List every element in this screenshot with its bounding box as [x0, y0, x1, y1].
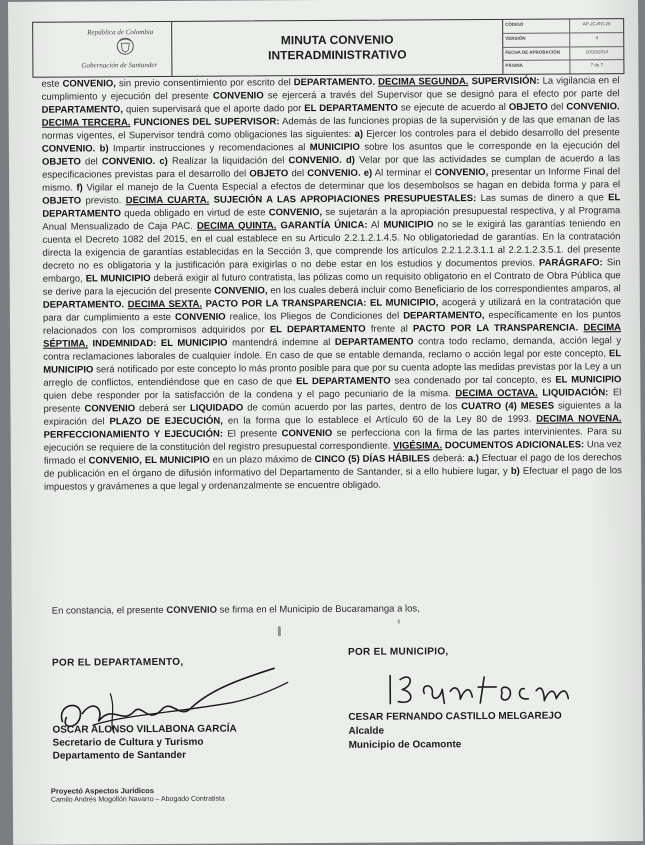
bold-text-run: MUNICIPIO: [310, 142, 360, 153]
bold-text-run: CONVENIO.: [307, 168, 360, 179]
prepared-by-note: [51, 786, 225, 805]
text-run: se sujetarán a la apropiación presupuestal respectiva, y al Programa Anual Mensualizado de Caja PAC.: [42, 205, 620, 233]
bold-text-run: EL DEPARTAMENTO: [270, 324, 366, 336]
prepared-by-name: Camilo Andrés Mogollón Navarro – Abogado Contratista: [51, 795, 225, 805]
bold-text-run: EL MUNICIPIO: [86, 273, 151, 284]
text-run: Efectuar el pago de los impuestos y gravámenes a que legal y ordenanzalmente se encuentre obligado.: [44, 465, 622, 493]
doc-title-line1: MINUTA CONVENIO: [172, 32, 502, 49]
clause-heading: VIGÉSIMA.: [393, 440, 442, 451]
department-signatory-block: [52, 723, 237, 763]
signatory-title: Secretario de Cultura y Turismo: [52, 736, 236, 750]
bold-text-run: d): [346, 155, 355, 166]
text-run: Además de las funciones propias de la supervisión y de las que emanan de las normas vigentes, el Supervisor tendrá como obligaciones las siguientes:: [42, 114, 620, 142]
contract-body-text: [41, 74, 622, 494]
text-run: en la forma que lo establece el Artículo 60 de la Ley 80 de 1993.: [223, 414, 536, 427]
bold-text-run: e): [364, 168, 373, 179]
bold-text-run: CONVENIO,: [63, 78, 116, 89]
meta-row: [503, 19, 623, 33]
text-run: acogerá y utilizará en la contratación que para dar cumplimiento a este: [43, 296, 621, 324]
bold-text-run: CONVENIO: [213, 90, 264, 101]
signatory-name: OSCAR ALONSO VILLABONA GARCÍA: [52, 723, 236, 737]
header-logo-cell: [33, 22, 172, 77]
bold-text-run: GARANTÍA ÚNICA:: [280, 220, 367, 232]
bold-text-run: LIQUIDACIÓN:: [542, 387, 608, 398]
text-run: en los cuales deberá incluir como Beneficiario de los correspondientes amparos, al: [268, 283, 621, 296]
text-run: deberá ser: [135, 403, 190, 414]
bold-text-run: CONVENIO: [166, 605, 217, 616]
text-run: quien debe responder por la satisfacción de la condena y el pago pecuniario de la misma.: [43, 388, 455, 402]
bold-text-run: OBJETO: [42, 156, 81, 167]
text-run: sobre los asuntos que le corresponde en la ejecución del: [360, 140, 620, 153]
text-run: deberá exigir al futuro contratista, las pólizas como un requisito obligatorio en el Contrato de Obra Pública que se derive para la ejecución del presente: [43, 270, 621, 298]
text-run: no se le exigirá las garantías teniendo en cuenta el Decreto 1082 del 2015, en el cual establece en su Articulo 2.2.1.2.1.4.5. No obligatoriedad de garantías. En la contratación directa la exigencia de garantías establecidas en la Sección 3, que comprende los artículos 2.2.1.2.3.1.1 al 2.2.1.2.3.5.1. del presente decreto no es obligatoria y la justificación para exigirlas o no debe estar en los estudios y documentos previos.: [42, 218, 620, 272]
text-run: se firma en el Municipio de Bucaramanga a los,: [217, 603, 420, 615]
text-run: se ejercerá a través del Supervisor que se designó para el efecto por parte del: [264, 88, 620, 101]
bold-text-run: FUNCIONES DEL SUPERVISOR:: [133, 116, 279, 128]
bold-text-run: SUPERVISIÓN:: [472, 76, 540, 87]
logo-government-text: Gobernación de Santander: [81, 61, 157, 69]
clause-heading: DECIMA SEGUNDA.: [378, 76, 468, 88]
bold-text-run: DEPARTAMENTO.: [43, 299, 124, 310]
bold-text-run: b): [100, 143, 109, 154]
bold-text-run: f): [76, 182, 82, 193]
bold-text-run: a.): [468, 453, 479, 464]
bold-text-run: c): [159, 156, 168, 167]
clause-heading: DECIMA NOVENA.: [536, 413, 621, 425]
text-run: Sin embargo,: [43, 257, 621, 285]
bold-text-run: EL DEPARTAMENTO: [42, 192, 620, 220]
bold-text-run: CONVENIO,: [435, 167, 488, 178]
handwritten-signature-right: [384, 668, 604, 709]
text-run: quien supervisará que el aporte dado por: [123, 103, 304, 115]
municipality-signatory-block: [348, 710, 562, 753]
coat-of-arms-icon: [115, 36, 135, 56]
signatory-entity: Departamento de Santander: [53, 749, 237, 763]
bold-text-run: CONVENIO: [175, 312, 226, 323]
bold-text-run: EL MUNICIPIO: [555, 374, 621, 385]
clause-heading: DECIMA SEXTA.: [128, 299, 202, 310]
bold-text-run: SUJECIÓN A LAS APROPIACIONES PRESUPUESTALES:: [214, 193, 477, 206]
meta-label: PÁGINA: [503, 61, 570, 74]
text-run: Vigilar el manejo de la Cuenta Especial a efectos de determinar que los desembolsos se hagan en debida forma y para el: [83, 179, 620, 193]
meta-label: CÓDIGO: [503, 19, 570, 32]
text-run: realice, los Pliegos de Condiciones del: [226, 311, 404, 323]
text-run: de común acuerdo por las partes, dentro de los: [243, 401, 461, 413]
text-run: sin previo consentimiento por escrito del: [116, 77, 294, 89]
meta-label: VERSIÓN: [503, 33, 570, 46]
text-run: deberá:: [430, 453, 468, 464]
meta-row: [503, 47, 623, 61]
text-run: este: [41, 79, 62, 90]
bold-text-run: CINCO (5) DÍAS HÁBILES: [315, 453, 430, 465]
clause-heading: DECIMA QUINTA.: [197, 220, 277, 231]
text-run: Velar por que las actividades se cumplan de acuerdo a las especificaciones previstas para el desarrollo del: [42, 153, 620, 181]
meta-value: AP-JC-RG-28: [570, 19, 623, 32]
bold-text-run: OBJETO: [42, 195, 81, 206]
bold-text-run: PERFECCIONAMIENTO Y EJECUCIÓN:: [44, 429, 223, 441]
bold-text-run: DEPARTAMENTO,: [42, 104, 123, 115]
text-run: siguientes a la expiración del: [44, 400, 622, 428]
text-run: El presente: [43, 387, 621, 415]
bold-text-run: DOCUMENTOS ADICIONALES:: [445, 439, 584, 451]
signatory-name: CESAR FERNANDO CASTILLO MELGAREJO: [348, 710, 561, 725]
bold-text-run: CONVENIO: [282, 428, 333, 439]
bold-text-run: OBJETO: [509, 102, 548, 113]
text-run: se perfecciona con la firma de las partes intervinientes. Para su ejecución se requiere de la constitución del registro presupuestal correspondiente.: [44, 426, 622, 454]
bold-text-run: CONVENIO,: [269, 207, 322, 218]
bold-text-run: PARÁGRAFO:: [539, 257, 603, 268]
closing-statement: [52, 603, 420, 616]
text-run: presentar un Informe Final del mismo.: [42, 166, 620, 194]
bold-text-run: CUATRO (4) MESES: [461, 401, 554, 413]
signatory-entity: Municipio de Ocamonte: [349, 738, 562, 753]
bold-text-run: a): [355, 129, 364, 140]
bold-text-run: CONVENIO,: [214, 285, 267, 296]
bold-text-run: PACTO POR LA TRANSPARENCIA: EL MUNICIPIO,: [206, 297, 439, 309]
bold-text-run: CONVENIO.: [566, 101, 619, 112]
clause-heading: DECIMA OCTAVA.: [455, 388, 537, 400]
text-run: El presente: [223, 428, 282, 439]
text-run: sea condenado por tal concepto, es: [391, 375, 556, 387]
text-run: Las sumas de dinero a que: [476, 192, 608, 204]
clause-heading: DECIMA CUARTA.: [126, 195, 210, 207]
clause-heading: DECIMA TERCERA.: [42, 117, 131, 129]
document-header: [32, 18, 624, 78]
meta-row: [503, 33, 623, 47]
ink-mark: [398, 620, 400, 624]
text-run: será notificado por este concepto lo más pronto posible para que por su cuenta adopte las medidas previstas por la Ley a un arreglo de conflictos, entendiéndose que en caso de que: [43, 361, 621, 389]
text-run: frente al: [366, 323, 413, 334]
bold-text-run: CONVENIO, EL MUNICIPIO: [89, 455, 210, 467]
prepared-by-title: Proyectó Aspectos Jurídicos: [51, 786, 225, 796]
meta-value: 7 de 7: [570, 60, 623, 73]
bold-text-run: CONVENIO.: [102, 156, 155, 167]
bold-text-run: PLAZO DE EJECUCIÓN,: [109, 416, 222, 428]
text-run: previsto.: [81, 195, 126, 206]
bold-text-run: DEPARTAMENTO.: [294, 77, 375, 88]
text-run: La vigilancia en el cumplimiento y ejecución del presente: [42, 75, 620, 103]
text-run: mantendrá indemne al: [227, 337, 334, 349]
text-run: Efectuar el pago de los derechos de publicación en el órgano de difusión informativo del Departamento de Santander, si a ello hubiere lugar, y: [44, 452, 622, 480]
text-run: Una vez firmado el: [44, 439, 622, 467]
bold-text-run: CONVENIO.: [288, 155, 341, 166]
text-run: en un plazo máximo de: [210, 454, 315, 466]
municipality-signature-label: POR EL MUNICIPIO,: [348, 646, 449, 658]
bold-text-run: DEPARTAMENTO,: [403, 310, 484, 321]
bold-text-run: EL DEPARTAMENTO: [304, 103, 398, 115]
bold-text-run: PACTO POR LA TRANSPARENCIA.: [413, 322, 578, 334]
bold-text-run: CONVENIO: [84, 403, 135, 414]
bold-text-run: OBJETO: [249, 168, 288, 179]
text-run: del: [548, 102, 567, 113]
meta-value: 10/10/2014: [570, 47, 623, 60]
text-run: Al terminar el: [372, 167, 435, 178]
header-meta-table: [503, 19, 623, 74]
text-run: se ejecute de acuerdo al: [398, 102, 509, 114]
meta-row: [503, 60, 623, 73]
text-run: del: [288, 168, 307, 179]
bold-text-run: INDEMNIDAD: EL MUNICIPIO: [92, 338, 227, 350]
text-run: del: [81, 156, 102, 167]
ink-mark: [278, 626, 281, 636]
text-run: específicamente en los puntos relacionados con los compromisos adquiridos por: [43, 309, 621, 337]
bold-text-run: EL MUNICIPIO: [43, 348, 621, 376]
meta-label: FECHA DE APROBACIÓN: [503, 47, 570, 60]
text-run: queda obligado en virtud de este: [121, 207, 269, 219]
text-run: Impartir instrucciones y recomendaciones al: [109, 142, 310, 154]
meta-value: 4: [570, 33, 623, 46]
text-run: En constancia, el presente: [52, 605, 167, 617]
text-run: Realizar la liquidación del: [168, 155, 289, 167]
bold-text-run: DEPARTAMENTO: [335, 336, 414, 347]
logo-republic-text: República de Colombia: [87, 28, 153, 36]
bold-text-run: b): [511, 466, 520, 477]
bold-text-run: MUNICIPIO: [383, 219, 433, 230]
document-page: [8, 0, 643, 845]
signatory-title: Alcalde: [348, 724, 561, 739]
department-signature-label: POR EL DEPARTAMENTO,: [52, 657, 183, 669]
clause-heading: DECIMA SÉPTIMA.: [43, 322, 621, 350]
doc-title-line2: INTERADMINISTRATIVO: [172, 47, 502, 64]
text-run: Al: [367, 220, 383, 231]
bold-text-run: CONVENIO.: [42, 143, 95, 154]
text-run: contra todo reclamo, demanda, acción legal y contra reclamaciones laborales de cualquier índole. En caso de que se entable demanda, reclamo o acción legal por este concepto,: [43, 335, 621, 363]
header-title-cell: [172, 20, 503, 76]
bold-text-run: EL DEPARTAMENTO: [296, 376, 391, 388]
bold-text-run: LIQUIDADO: [190, 402, 243, 413]
text-run: Ejercer los controles para el debido desarrollo del presente: [363, 127, 620, 140]
